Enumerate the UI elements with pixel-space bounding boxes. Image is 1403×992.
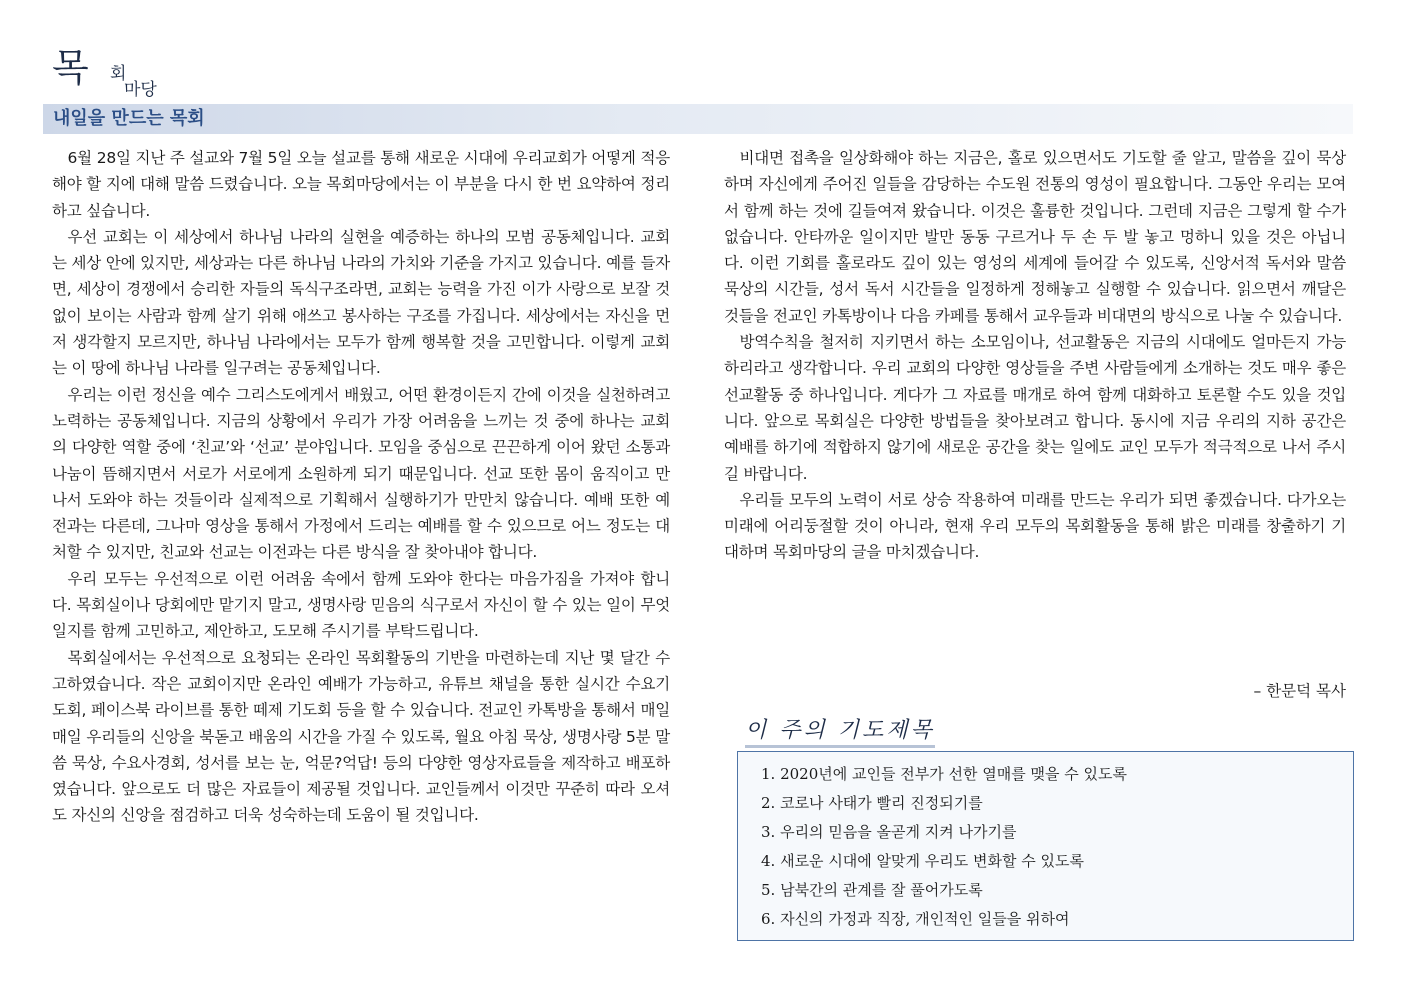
prayer-item: 1. 2020년에 교인들 전부가 선한 열매를 맺을 수 있도록 <box>761 765 1127 783</box>
paragraph: 우리는 이런 정신을 예수 그리스도에게서 배웠고, 어떤 환경이든지 간에 이것을 실천하려고 노력하는 공동체입니다. 지금의 상황에서 우리가 가장 어려움을 느끼는 것 중에 하나는 교회의 다양한 역할 중에 ‘친교’와 ‘선교’ 분야입니다. 모임을 중심으로 끈끈하게 이어 왔던 소통과 나눔이 뜸해지면서 서로가 서로에게 소원하게 되기 때문입니다. 선교 또한 몸이 움직이고 만나서 도와야 하는 것들이라 실제적으로 기획해서 실행하기가 만만치 않습니다. 예배 또한 예전과는 다른데, 그나마 영상을 통해서 가정에서 드리는 예배를 할 수 있으므로 어느 정도는 대처할 수 있지만, 친교와 선교는 이전과는 다른 방식을 잘 찾아내야 합니다. <box>52 385 670 562</box>
author-signature: – 한문덕 목사 <box>1253 682 1346 700</box>
prayer-list-box <box>737 751 1354 941</box>
prayer-item: 4. 새로운 시대에 알맞게 우리도 변화할 수 있도록 <box>761 852 1084 870</box>
paragraph: 비대면 접촉을 일상화해야 하는 지금은, 홀로 있으면서도 기도할 줄 알고, 말씀을 깊이 묵상하며 자신에게 주어진 일들을 감당하는 수도원 전통의 영성이 필요합니다. 그동안 우리는 모여서 함께 하는 것에 길들여져 왔습니다. 이것은 훌륭한 것입니다. 그런데 지금은 그렇게 할 수가 없습니다. 안타까운 일이지만 발만 동동 구르거나 두 손 두 발 놓고 멍하니 있을 것은 아닙니다. 이런 기회를 홀로라도 깊이 있는 영성의 세계에 들어갈 수 있도록, 신앙서적 독서와 말씀 묵상의 시간들, 성서 독서 시간들을 일정하게 정해놓고 실행할 수 있습니다. 읽으면서 깨달은 것들을 전교인 카톡방이나 다음 카페를 통해서 교우들과 비대면의 방식으로 나눌 수 있습니다. <box>724 149 1346 325</box>
paragraph: 방역수칙을 철저히 지키면서 하는 소모임이나, 선교활동은 지금의 시대에도 얼마든지 가능하리라고 생각합니다. 우리 교회의 다양한 영상들을 주변 사람들에게 소개하는 것도 매우 좋은 선교활동 중 하나입니다. 게다가 그 자료를 매개로 하여 함께 대화하고 토론할 수도 있을 것입니다. 앞으로 목회실은 다양한 방법들을 찾아보려고 합니다. 동시에 지금 우리의 지하 공간은 예배를 하기에 적합하지 않기에 새로운 공간을 찾는 일에도 교인 모두가 적극적으로 나서 주시길 바랍니다. <box>724 333 1346 483</box>
logo-char-hoe: 회 <box>110 64 127 84</box>
paragraph: 우리들 모두의 노력이 서로 상승 작용하여 미래를 만드는 우리가 되면 좋겠습니다. 다가오는 미래에 어리둥절할 것이 아니라, 현재 우리 모두의 목회활동을 통해 밝은 미래를 창출하기 기대하며 목회마당의 글을 마치겠습니다. <box>724 490 1346 562</box>
paragraph: 6월 28일 지난 주 설교와 7월 5일 오늘 설교를 통해 새로운 시대에 우리교회가 어떻게 적응해야 할 지에 대해 말씀 드렸습니다. 오늘 목회마당에서는 이 부분을 다시 한 번 요약하여 정리하고 싶습니다. <box>52 149 670 220</box>
logo-char-mok: 목 <box>52 46 89 90</box>
paragraph: 목회실에서는 우선적으로 요청되는 온라인 목회활동의 기반을 마련하는데 지난 몇 달간 수고하였습니다. 작은 교회이지만 온라인 예배가 가능하고, 유튜브 채널을 통한 실시간 수요기도회, 페이스북 라이브를 통한 떼제 기도회 등을 할 수 있습니다. 전교인 카톡방을 통해서 매일 매일 우리들의 신앙을 북돋고 배움의 시간을 가질 수 있도록, 월요 아침 묵상, 생명사랑 5분 말씀 묵상, 수요사경회, 성서를 보는 눈, 억문?억답! 등의 다양한 영상자료들을 제작하고 배포하였습니다. 앞으로도 더 많은 자료들이 제공될 것입니다. 교인들께서 이것만 꾸준히 따라 오셔도 자신의 신앙을 점검하고 더욱 성숙하는데 도움이 될 것입니다. <box>52 648 670 825</box>
paragraph: 우선 교회는 이 세상에서 하나님 나라의 실현을 예증하는 하나의 모범 공동체입니다. 교회는 세상 안에 있지만, 세상과는 다른 하나님 나라의 가치와 기준을 가지고 있습니다. 예를 들자면, 세상이 경쟁에서 승리한 자들의 독식구조라면, 교회는 능력을 가진 이가 사랑으로 보잘 것 없이 보이는 사람과 함께 살기 위해 애쓰고 봉사하는 구조를 가집니다. 세상에서는 자신을 먼저 생각할지 모르지만, 하나님 나라에서는 모두가 함께 행복할 것을 고민합니다. 이렇게 교회는 이 땅에 하나님 나라를 일구려는 공동체입니다. <box>52 227 670 378</box>
article-title-band <box>43 104 1353 134</box>
prayer-item: 6. 자신의 가정과 직장, 개인적인 일들을 위하여 <box>761 910 1070 928</box>
prayer-heading-text: 이 주의 기도제목 <box>745 718 935 743</box>
section-logo <box>52 46 252 104</box>
prayer-list <box>761 760 1353 934</box>
prayer-heading <box>745 716 935 746</box>
prayer-heading-underline <box>745 745 935 748</box>
prayer-item: 5. 남북간의 관계를 잘 풀어가도록 <box>761 881 983 899</box>
prayer-item: 2. 코로나 사태가 빨리 진정되기를 <box>761 794 983 812</box>
right-column <box>724 145 1346 566</box>
prayer-item: 3. 우리의 믿음을 올곧게 지켜 나가기를 <box>761 823 1017 841</box>
left-column <box>52 145 670 829</box>
logo-word-madang: 마당 <box>124 80 157 100</box>
article-title: 내일을 만드는 목회 <box>53 108 205 129</box>
paragraph: 우리 모두는 우선적으로 이런 어려움 속에서 함께 도와야 한다는 마음가짐을 가져야 합니다. 목회실이나 당회에만 맡기지 말고, 생명사랑 믿음의 식구로서 자신이 할 수 있는 일이 무엇일지를 함께 고민하고, 제안하고, 도모해 주시기를 부탁드립니다. <box>52 569 670 641</box>
